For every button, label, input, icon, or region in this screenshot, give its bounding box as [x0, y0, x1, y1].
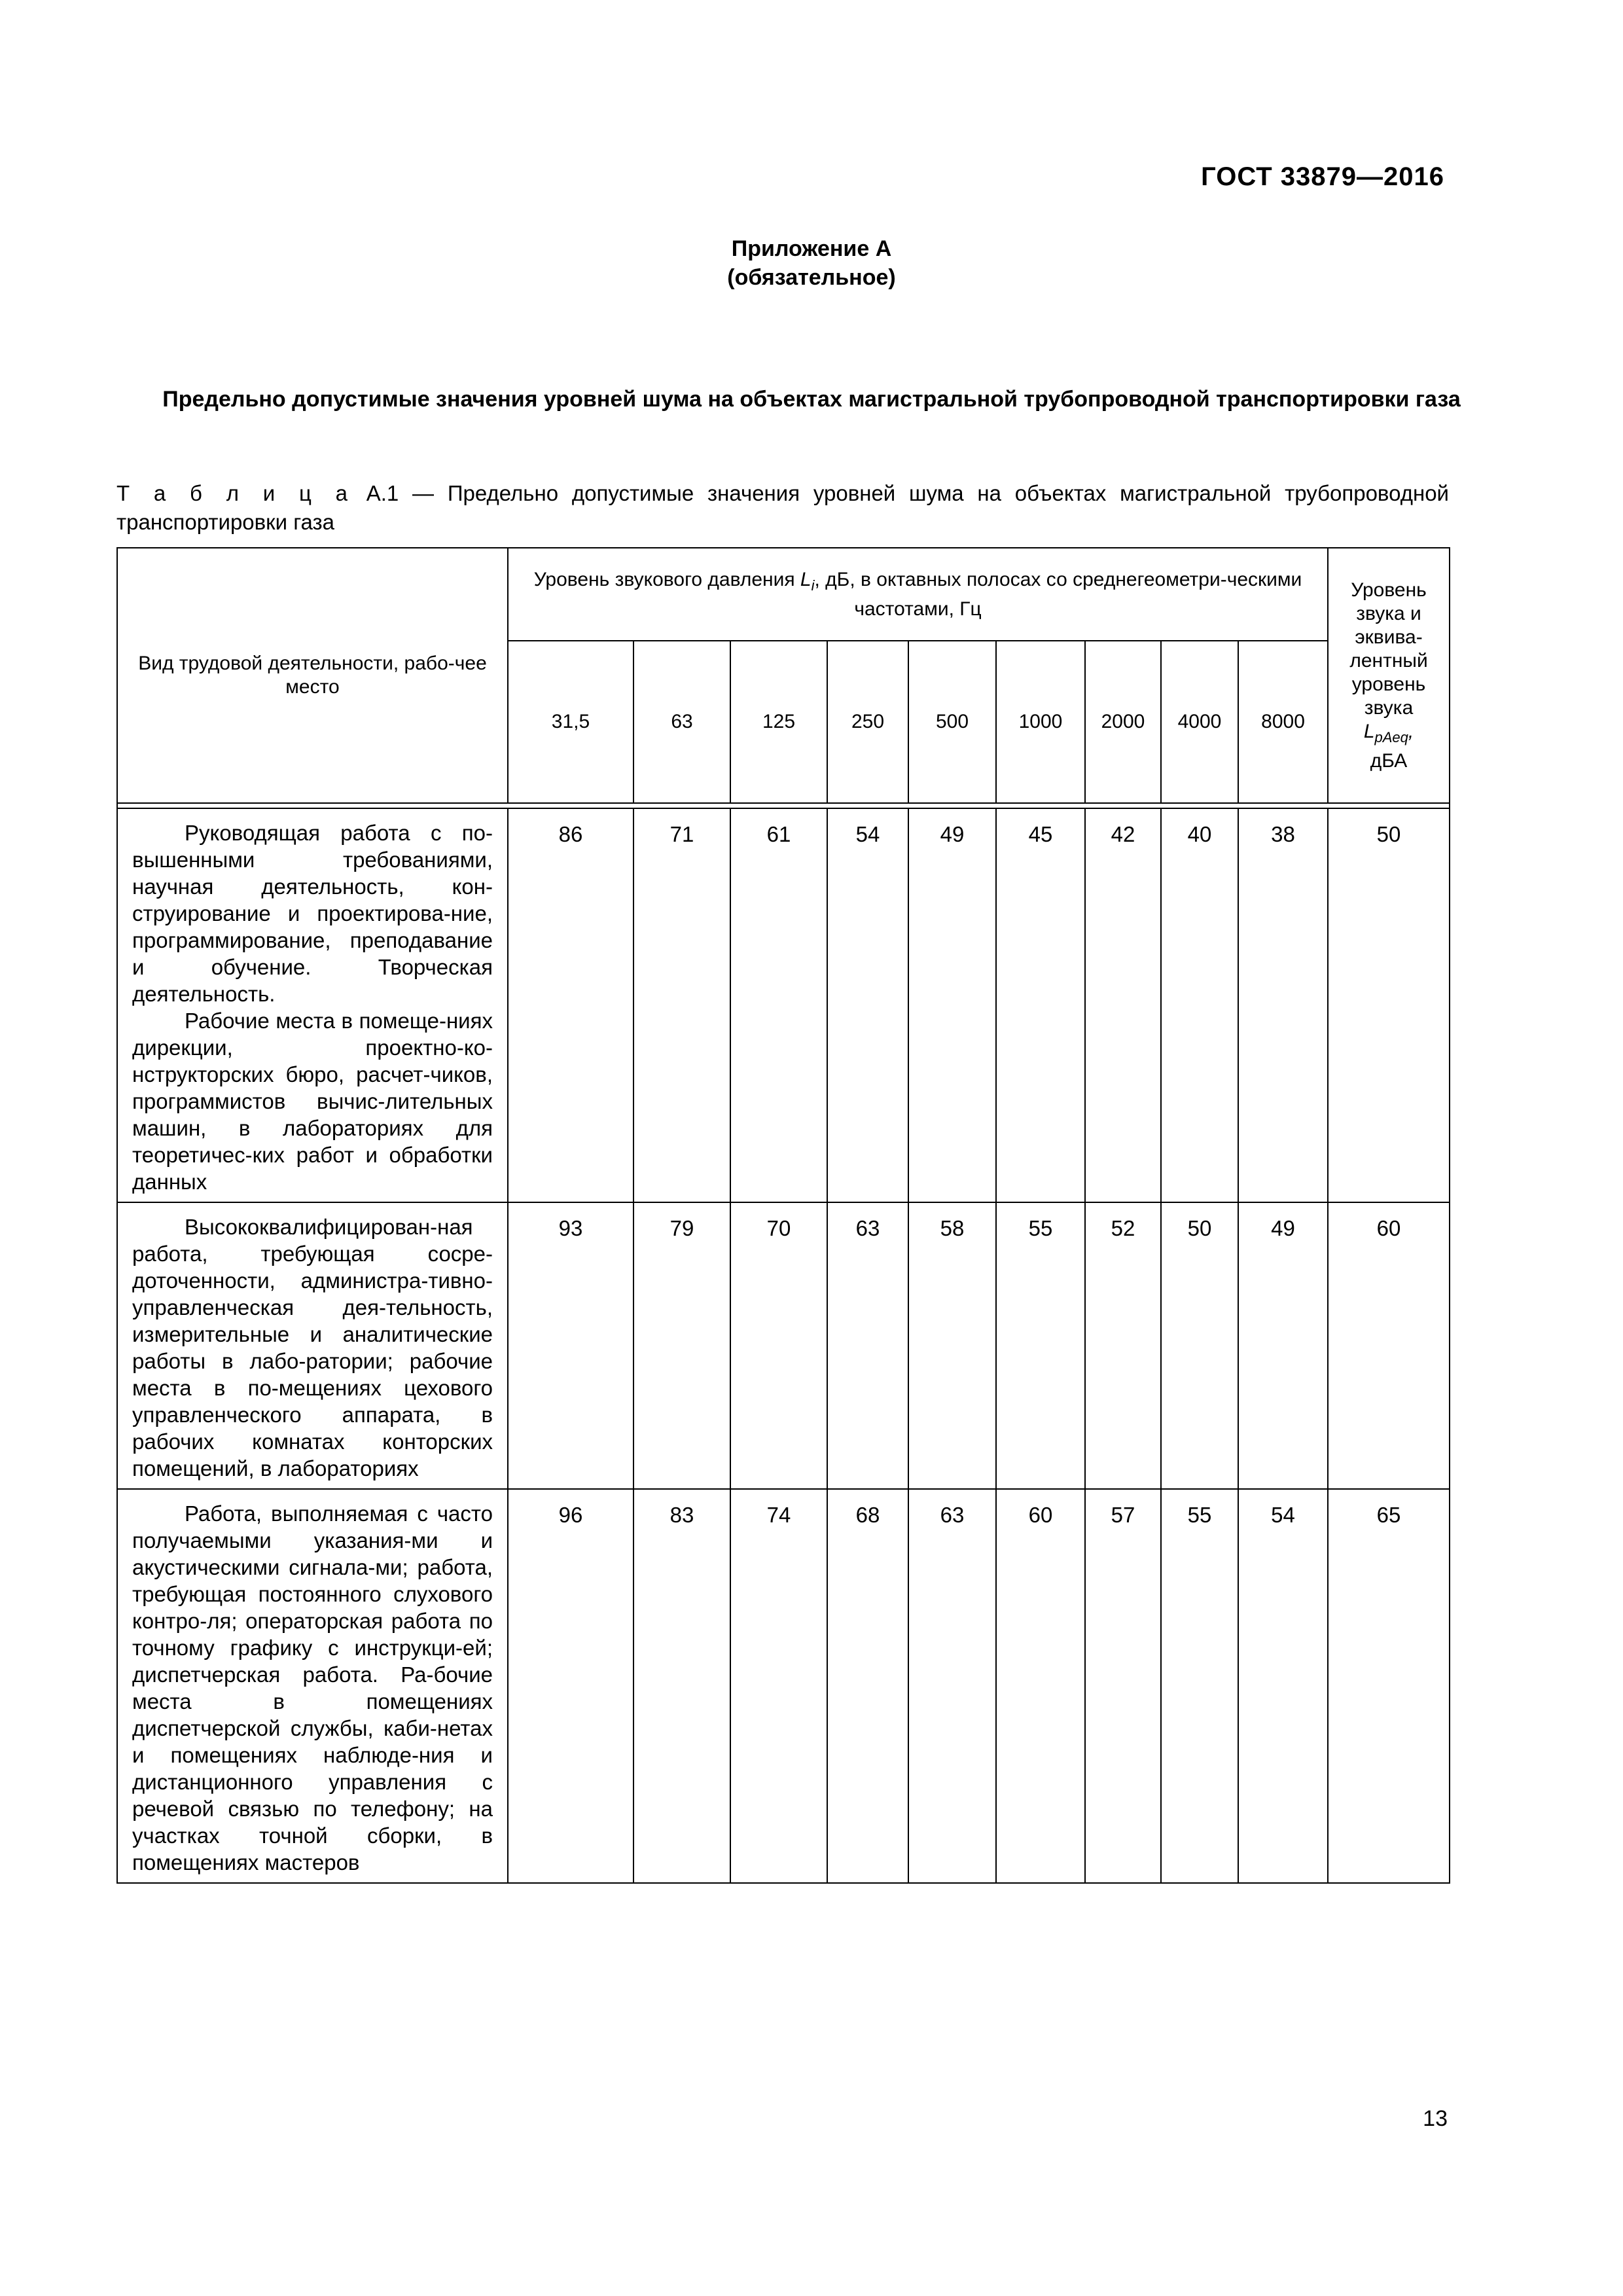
activity-paragraph: Высококвалифицирован-ная работа, требующая сосре-доточенности, администра-тивно-управленческая дея-тельность, измерительные и аналитические работы в лабо-ратории; рабочие места в по-мещениях цехового управленческого аппарата, в рабочих комнатах конторских помещений, в лабораториях [132, 1215, 493, 1480]
value-cell: 93 [508, 1202, 633, 1489]
header-frequency: 31,5 [508, 641, 633, 803]
table-row [117, 1202, 1450, 1489]
level-cell: 50 [1328, 808, 1450, 1202]
value-cell: 61 [730, 808, 827, 1202]
table-row [117, 1489, 1450, 1883]
activity-paragraph: Рабочие места в помеще-ниях дирекции, проектно-ко-нструкторских бюро, расчет-чиков, программистов вычис-лительных машин, в лабораториях для теоретичес-ких работ и обработки данных [132, 1009, 493, 1194]
header-frequency: 250 [827, 641, 908, 803]
header-sound-level [1328, 548, 1450, 803]
header-pressure-suffix: , дБ, в октавных полосах со среднегеометри-ческими частотами, Гц [814, 568, 1302, 620]
activity-cell [117, 1202, 508, 1489]
header-frequency: 4000 [1161, 641, 1238, 803]
value-cell: 58 [908, 1202, 996, 1489]
value-cell: 60 [996, 1489, 1085, 1883]
level-cell: 60 [1328, 1202, 1450, 1489]
activity-paragraph: Работа, выполняемая с часто получаемыми указания-ми и акустическими сигнала-ми; работа, требующая постоянного слухового контро-ля; операторская работа по точному графику с инструкци-ей; диспетчерская работа. Ра-бочие места в помещениях диспетчерской службы, каби-нетах и помещениях наблюде-ния и дистанционного управления с речевой связью по телефону; на участках точной сборки, в помещениях мастеров [132, 1501, 493, 1874]
header-frequency: 63 [633, 641, 730, 803]
table-caption-label: Т а б л и ц а [116, 481, 353, 505]
appendix-heading [0, 234, 1623, 292]
value-cell: 96 [508, 1489, 633, 1883]
value-cell: 38 [1238, 808, 1328, 1202]
header-level-symbol: $L_{pAeq}$, [1363, 720, 1414, 745]
value-cell: 55 [996, 1202, 1085, 1489]
level-cell: 65 [1328, 1489, 1450, 1883]
table-header-row [117, 548, 1450, 641]
value-cell: 79 [633, 1202, 730, 1489]
header-double-rule [117, 803, 1450, 808]
header-frequency: 2000 [1085, 641, 1161, 803]
header-level-text: Уровень звука и эквива-лентный уровень звука [1349, 579, 1428, 719]
value-cell: 52 [1085, 1202, 1161, 1489]
value-cell: 49 [1238, 1202, 1328, 1489]
document-code: ГОСТ 33879—2016 [1201, 162, 1444, 191]
header-level-unit: дБА [1370, 749, 1408, 772]
value-cell: 83 [633, 1489, 730, 1883]
value-cell: 54 [1238, 1489, 1328, 1883]
value-cell: 54 [827, 808, 908, 1202]
value-cell: 70 [730, 1202, 827, 1489]
value-cell: 86 [508, 808, 633, 1202]
header-activity: Вид трудовой деятельности, рабо-чее место [117, 548, 508, 803]
value-cell: 71 [633, 808, 730, 1202]
value-cell: 57 [1085, 1489, 1161, 1883]
activity-cell [117, 808, 508, 1202]
header-frequency: 125 [730, 641, 827, 803]
value-cell: 63 [827, 1202, 908, 1489]
activity-paragraph: Руководящая работа с по-вышенными требованиями, научная деятельность, кон-струирование и проектирова-ние, программирование, преподавание и обучение. Творческая деятельность. [132, 821, 493, 1006]
value-cell: 49 [908, 808, 996, 1202]
header-frequency: 1000 [996, 641, 1085, 803]
table-caption [116, 479, 1449, 537]
value-cell: 55 [1161, 1489, 1238, 1883]
section-title: Предельно допустимые значения уровней шума на объектах магистральной трубопроводной транспортировки газа [162, 387, 1461, 412]
header-pressure-symbol: $L_i$ [800, 568, 815, 594]
table-caption-text: А.1 — Предельно допустимые значения уровней шума на объектах магистральной трубопроводной транспортировки газа [116, 481, 1449, 534]
header-frequency: 8000 [1238, 641, 1328, 803]
table-row [117, 808, 1450, 1202]
value-cell: 74 [730, 1489, 827, 1883]
appendix-title: Приложение А [731, 236, 892, 261]
page-number: 13 [1423, 2106, 1448, 2131]
value-cell: 68 [827, 1489, 908, 1883]
value-cell: 63 [908, 1489, 996, 1883]
value-cell: 40 [1161, 808, 1238, 1202]
value-cell: 42 [1085, 808, 1161, 1202]
noise-limits-table [116, 547, 1450, 1884]
header-pressure-prefix: Уровень звукового давления [533, 568, 800, 590]
value-cell: 45 [996, 808, 1085, 1202]
appendix-status: (обязательное) [727, 265, 896, 290]
activity-cell [117, 1489, 508, 1883]
header-separator [117, 803, 1450, 808]
header-frequency: 500 [908, 641, 996, 803]
value-cell: 50 [1161, 1202, 1238, 1489]
header-pressure-group [508, 548, 1328, 641]
